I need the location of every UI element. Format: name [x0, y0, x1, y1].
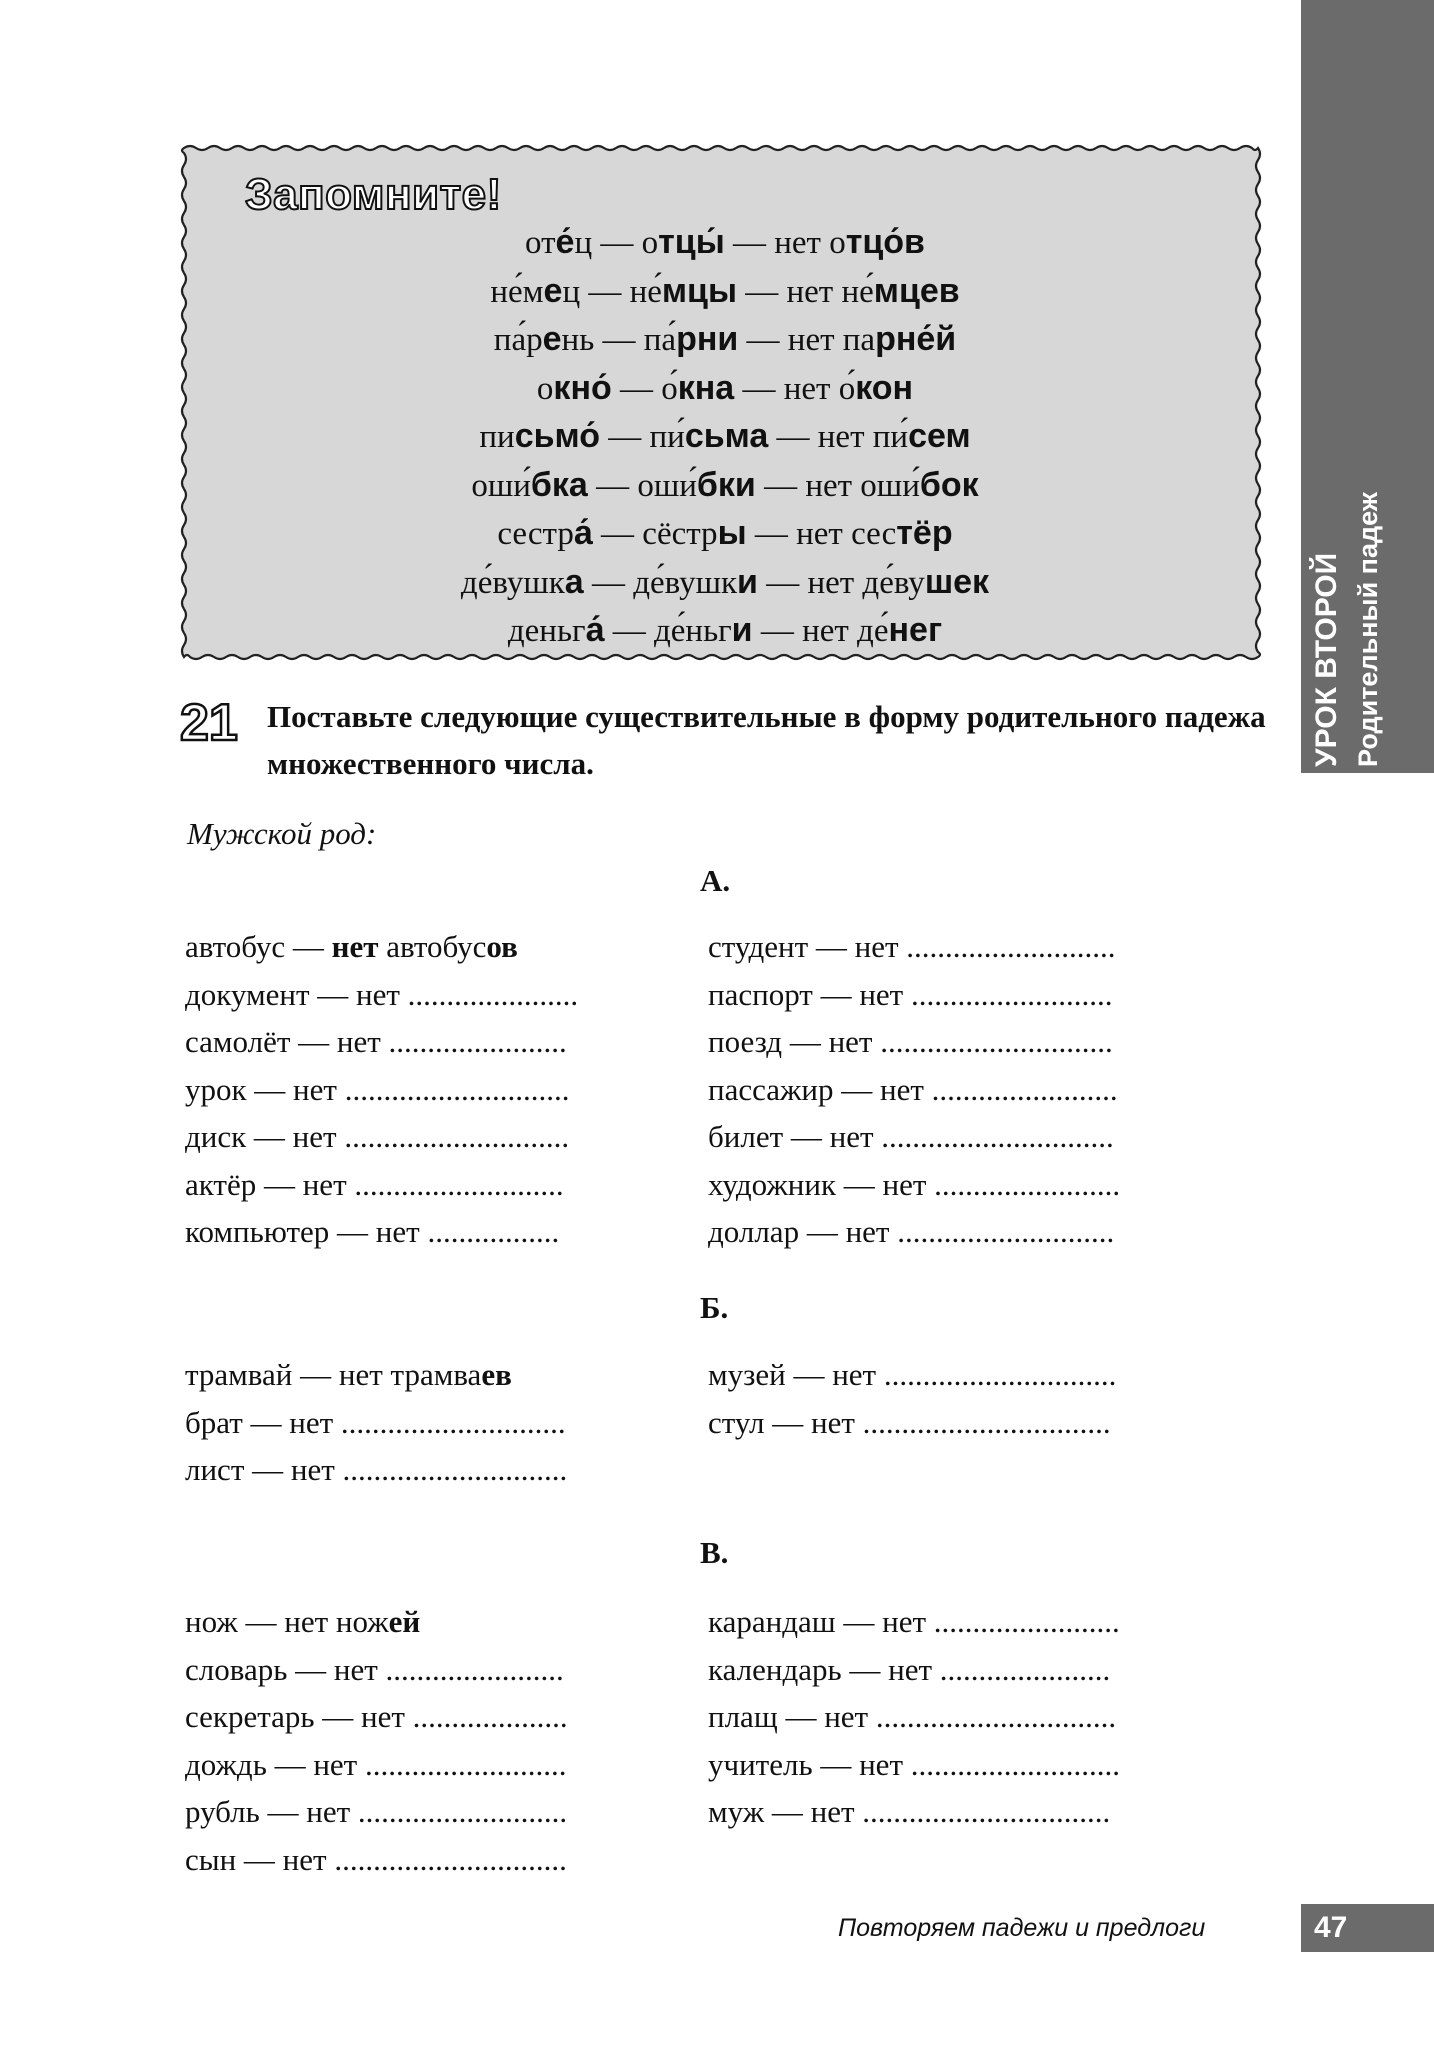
bold-segment: ов: [486, 929, 518, 964]
text-segment: — о́: [611, 370, 678, 407]
text-segment: лист — нет .............................: [185, 1452, 568, 1487]
book-title: Повторяем падежи и предлоги: [838, 1914, 1206, 1942]
bold-segment: нег: [888, 611, 943, 649]
text-segment: — де́ньг: [604, 613, 732, 649]
bold-segment: е: [542, 320, 562, 358]
exercise-item: [708, 1788, 1120, 1836]
remember-row: [300, 510, 1150, 559]
page-number: 47: [1301, 1904, 1434, 1952]
exercise-item: [185, 1208, 578, 1256]
section-v-right-column: [708, 1598, 1120, 1836]
text-segment: дождь — нет ..........................: [185, 1746, 567, 1782]
exercise-number: 21: [180, 694, 238, 752]
text-segment: поезд — нет ..............................: [708, 1024, 1113, 1059]
exercise-item: [185, 1161, 578, 1209]
text-segment: — сёстр: [592, 516, 718, 552]
section-label-v: В.: [700, 1535, 729, 1570]
side-tab-text: [1310, 492, 1384, 767]
text-segment: паспорт — нет ..........................: [708, 976, 1113, 1012]
exercise-item: [708, 1018, 1120, 1066]
bold-segment: кон: [855, 368, 914, 407]
text-segment: не́м: [490, 273, 544, 310]
text-segment: — нет пи́: [768, 419, 909, 455]
section-a-left-column: [185, 923, 578, 1256]
text-segment: плащ — нет ...............................: [708, 1699, 1117, 1734]
exercise-item: [708, 1161, 1120, 1209]
text-segment: пассажир — нет ........................: [708, 1071, 1118, 1107]
text-segment: ц — о: [574, 225, 659, 261]
bold-segment: ы: [717, 514, 747, 552]
exercise-item: [185, 1018, 578, 1066]
text-segment: от: [525, 225, 556, 261]
exercise-item: [708, 1113, 1120, 1161]
text-segment: самолёт — нет .......................: [185, 1024, 567, 1059]
exercise-instruction: Поставьте следующие существительные в форму родительного падежа множественного числа.: [267, 699, 1266, 781]
remember-row: [300, 365, 1150, 414]
text-segment: — нет па: [738, 322, 876, 358]
remember-forms: [300, 219, 1150, 656]
lesson-title: УРОК ВТОРОЙ: [1310, 552, 1343, 767]
section-b-left-column: [185, 1351, 567, 1494]
exercise-item: [185, 1446, 567, 1494]
text-segment: автобус —: [185, 929, 332, 964]
text-segment: карандаш — нет ........................: [708, 1604, 1120, 1639]
remember-row: [300, 219, 1150, 268]
text-segment: оши́: [471, 467, 531, 504]
bold-segment: и: [737, 562, 758, 601]
exercise-item: [185, 1399, 567, 1447]
section-a-right-column: [708, 923, 1120, 1256]
remember-row: [300, 607, 1150, 656]
gender-label: Мужской род:: [187, 816, 377, 851]
bold-segment: кна: [677, 368, 735, 407]
text-segment: — де́вушк: [583, 564, 738, 601]
text-segment: стул — нет ................................: [708, 1404, 1111, 1440]
text-segment: календарь — нет ......................: [708, 1651, 1111, 1687]
exercise-item: [185, 1741, 568, 1789]
text-segment: — оши́: [587, 467, 697, 504]
text-segment: па́р: [493, 322, 543, 358]
bold-segment: а: [564, 562, 584, 601]
remember-row: [300, 316, 1150, 365]
text-segment: компьютер — нет .................: [185, 1214, 560, 1249]
exercise-item: [708, 1208, 1120, 1256]
bold-segment: кно́: [553, 368, 612, 407]
text-segment: урок — нет .............................: [185, 1071, 570, 1107]
bold-segment: бок: [919, 465, 979, 504]
bold-segment: шек: [924, 562, 990, 601]
text-segment: студент — нет ...........................: [708, 929, 1116, 964]
text-segment: — нет оши́: [755, 467, 920, 504]
bold-segment: рни: [676, 320, 739, 358]
bold-segment: а́: [573, 514, 593, 552]
text-segment: актёр — нет ...........................: [185, 1166, 564, 1202]
exercise-item: [185, 971, 578, 1019]
text-segment: — нет сес: [746, 516, 897, 552]
text-segment: — нет о: [724, 225, 846, 261]
remember-row: [300, 268, 1150, 317]
bold-segment: бки: [696, 465, 756, 504]
bold-segment: рне́й: [875, 320, 957, 358]
bold-segment: тцы́: [658, 223, 725, 261]
text-segment: художник — нет ........................: [708, 1166, 1121, 1202]
bold-segment: тцо́в: [845, 223, 925, 261]
bold-segment: е́: [555, 223, 575, 261]
text-segment: музей — нет ..............................: [708, 1357, 1117, 1392]
exercise-item: [708, 1598, 1120, 1646]
text-segment: доллар — нет ............................: [708, 1214, 1115, 1249]
exercise-item: [708, 923, 1120, 971]
exercise-item: [185, 923, 578, 971]
exercise-item: [185, 1598, 568, 1646]
bold-segment: мцы: [661, 271, 737, 310]
exercise-item: [708, 971, 1120, 1019]
text-segment: документ — нет ......................: [185, 976, 579, 1012]
text-segment: нож — нет нож: [185, 1604, 389, 1639]
exercise-item: [185, 1351, 567, 1399]
remember-row: [300, 413, 1150, 462]
topic-title: Родительный падеж: [1352, 492, 1383, 767]
section-b-right-column: [708, 1351, 1116, 1446]
text-segment: билет — нет ..............................: [708, 1119, 1114, 1154]
bold-segment: мцев: [873, 271, 960, 310]
section-v-left-column: [185, 1598, 568, 1883]
text-segment: трамвай — нет трамва: [185, 1357, 482, 1392]
text-segment: автобус: [378, 929, 487, 964]
text-segment: муж — нет ................................: [708, 1794, 1111, 1829]
remember-row: [300, 462, 1150, 511]
remember-row: [300, 559, 1150, 608]
text-segment: пи: [479, 419, 515, 455]
bold-segment: бка: [530, 465, 588, 504]
exercise-item: [708, 1399, 1116, 1447]
bold-segment: сьма: [684, 417, 769, 455]
text-segment: сын — нет ..............................: [185, 1841, 567, 1877]
text-segment: диск — нет .............................: [185, 1119, 570, 1154]
text-segment: — нет де́ву: [757, 564, 925, 601]
exercise-item: [185, 1836, 568, 1884]
text-segment: деньг: [507, 613, 586, 649]
text-segment: секретарь — нет ....................: [185, 1699, 568, 1734]
exercise-item: [185, 1113, 578, 1161]
text-segment: де́вушк: [460, 564, 565, 601]
text-segment: — нет де́: [752, 613, 889, 649]
exercise-item: [708, 1693, 1120, 1741]
bold-segment: сем: [908, 417, 971, 455]
bold-segment: и: [731, 611, 753, 649]
exercise-item: [185, 1646, 568, 1694]
bold-segment: нет: [331, 929, 379, 964]
exercise-item: [185, 1693, 568, 1741]
text-segment: учитель — нет ...........................: [708, 1746, 1120, 1782]
bold-segment: сьмо́: [514, 417, 600, 455]
exercise-item: [708, 1646, 1120, 1694]
text-segment: — пи́: [600, 419, 685, 455]
text-segment: нь — па́: [561, 322, 677, 358]
text-segment: — нет не́: [737, 273, 874, 310]
exercise-item: [708, 1351, 1116, 1399]
remember-title: Запомните!: [245, 170, 502, 219]
exercise-item: [708, 1741, 1120, 1789]
bold-segment: а́: [585, 611, 605, 649]
text-segment: брат — нет .............................: [185, 1404, 566, 1440]
exercise-item: [185, 1788, 568, 1836]
bold-segment: ев: [481, 1357, 512, 1392]
text-segment: — нет о́: [734, 370, 856, 407]
text-segment: словарь — нет .......................: [185, 1651, 564, 1687]
bold-segment: тёр: [896, 514, 953, 552]
bold-segment: е: [543, 271, 563, 310]
bold-segment: ей: [388, 1604, 421, 1639]
text-segment: ц — не́: [562, 273, 662, 310]
section-label-b: Б.: [700, 1290, 729, 1325]
text-segment: сестр: [497, 516, 574, 552]
exercise-item: [708, 1066, 1120, 1114]
section-label-a: А.: [700, 863, 731, 898]
text-segment: рубль — нет ...........................: [185, 1794, 568, 1829]
exercise-item: [185, 1066, 578, 1114]
text-segment: о: [536, 370, 554, 407]
